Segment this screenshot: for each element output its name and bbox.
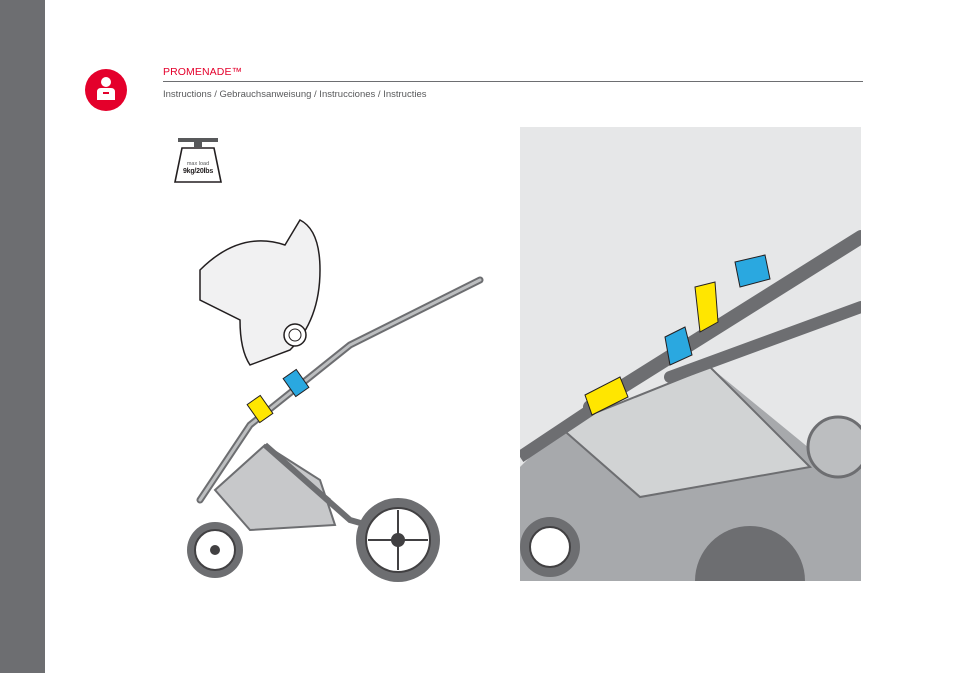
max-load-caption: max load <box>186 161 210 167</box>
page-subtitle: Instructions / Gebrauchsanweisung / Instrucciones / Instructies <box>163 89 427 100</box>
side-strip <box>0 0 45 673</box>
adapter-detail-illustration <box>520 127 861 581</box>
adapter-detail-panel <box>520 127 861 581</box>
title-divider <box>163 81 863 82</box>
person-badge-icon <box>85 69 127 111</box>
max-load-value: 9kg/20lbs <box>182 168 214 175</box>
page-title: PROMENADE™ <box>163 66 243 78</box>
car-seat-on-stroller-illustration <box>170 200 500 590</box>
